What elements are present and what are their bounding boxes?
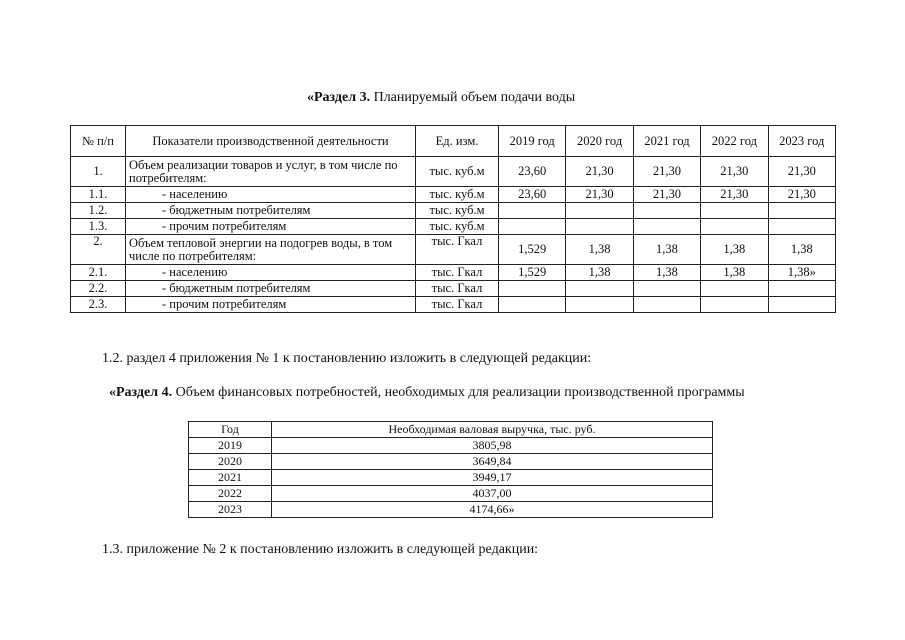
row-value: 21,30 (566, 187, 633, 203)
row-value: 23,60 (499, 157, 566, 187)
row-value (701, 219, 768, 235)
row-num: 2.2. (71, 281, 126, 297)
row-unit: тыс. Гкал (416, 235, 499, 265)
row-value (768, 219, 835, 235)
table-row (189, 454, 713, 470)
header-indicator: Показатели производственной деятельности (126, 126, 416, 157)
table-row (189, 486, 713, 502)
header-year-2022: 2022 год (701, 126, 768, 157)
row-value (633, 203, 700, 219)
row-value: 3949,17 (272, 470, 713, 486)
section3-title (307, 90, 575, 106)
row-value: 21,30 (768, 157, 835, 187)
row-unit: тыс. куб.м (416, 203, 499, 219)
row-value (499, 203, 566, 219)
section4-title (109, 385, 745, 401)
row-unit: тыс. Гкал (416, 265, 499, 281)
row-unit: тыс. Гкал (416, 297, 499, 313)
header-year-2020: 2020 год (566, 126, 633, 157)
row-value: 1,38 (701, 265, 768, 281)
row-num: 2.3. (71, 297, 126, 313)
row-value: 1,38 (633, 265, 700, 281)
row-value (701, 297, 768, 313)
row-label: - населению (126, 265, 416, 281)
row-label: - прочим потребителям (126, 297, 416, 313)
row-unit: тыс. куб.м (416, 219, 499, 235)
row-value: 1,38 (701, 235, 768, 265)
header-revenue: Необходимая валовая выручка, тыс. руб. (272, 422, 713, 438)
row-value (566, 297, 633, 313)
row-value: 21,30 (633, 187, 700, 203)
table-row (71, 297, 836, 313)
row-label: - бюджетным потребителям (126, 281, 416, 297)
row-value: 21,30 (633, 157, 700, 187)
table-header-row (189, 422, 713, 438)
row-label: - прочим потребителям (126, 219, 416, 235)
header-unit: Ед. изм. (416, 126, 499, 157)
row-value (566, 281, 633, 297)
row-num: 1.3. (71, 219, 126, 235)
row-num: 1. (71, 157, 126, 187)
section4-title-bold: «Раздел 4. (109, 385, 173, 400)
row-value: 4037,00 (272, 486, 713, 502)
row-num: 1.2. (71, 203, 126, 219)
table-header-row (71, 126, 836, 157)
row-value: 1,38 (633, 235, 700, 265)
row-value: 21,30 (701, 157, 768, 187)
row-value: 21,30 (768, 187, 835, 203)
table-row (189, 470, 713, 486)
row-value: 1,529 (499, 265, 566, 281)
revenue-table (188, 421, 713, 518)
row-value (701, 203, 768, 219)
section3-title-rest: Планируемый объем подачи воды (370, 90, 576, 105)
row-num: 2. (71, 235, 126, 265)
table-row (71, 203, 836, 219)
table-row (71, 235, 836, 265)
paragraph-1-2: 1.2. раздел 4 приложения № 1 к постановлению изложить в следующей редакции: (102, 351, 592, 366)
table-row (71, 187, 836, 203)
row-value: 1,38 (768, 235, 835, 265)
header-year-2021: 2021 год (633, 126, 700, 157)
row-value: 4174,66» (272, 502, 713, 518)
row-value (768, 281, 835, 297)
section4-title-rest: Объем финансовых потребностей, необходимых для реализации производственной программы (172, 385, 745, 400)
row-value (566, 219, 633, 235)
row-value (633, 219, 700, 235)
row-value (499, 219, 566, 235)
row-year: 2021 (189, 470, 272, 486)
header-num: № п/п (71, 126, 126, 157)
row-value: 3649,84 (272, 454, 713, 470)
row-label: - населению (126, 187, 416, 203)
water-supply-table (70, 125, 836, 313)
row-year: 2023 (189, 502, 272, 518)
table-row (71, 265, 836, 281)
row-label: Объем реализации товаров и услуг, в том числе по потребителям: (126, 157, 416, 187)
row-value: 1,38» (768, 265, 835, 281)
row-value (499, 281, 566, 297)
row-value: 21,30 (701, 187, 768, 203)
row-unit: тыс. Гкал (416, 281, 499, 297)
row-value: 21,30 (566, 157, 633, 187)
row-value: 1,38 (566, 265, 633, 281)
row-value: 1,38 (566, 235, 633, 265)
table-row (189, 502, 713, 518)
row-value: 3805,98 (272, 438, 713, 454)
header-year-2023: 2023 год (768, 126, 835, 157)
row-value (499, 297, 566, 313)
row-value (566, 203, 633, 219)
paragraph-1-3: 1.3. приложение № 2 к постановлению изложить в следующей редакции: (102, 542, 539, 557)
row-num: 2.1. (71, 265, 126, 281)
row-year: 2020 (189, 454, 272, 470)
header-year-2019: 2019 год (499, 126, 566, 157)
row-value (701, 281, 768, 297)
row-year: 2019 (189, 438, 272, 454)
row-label: Объем тепловой энергии на подогрев воды, в том числе по потребителям: (126, 235, 416, 265)
row-year: 2022 (189, 486, 272, 502)
row-value: 23,60 (499, 187, 566, 203)
row-label: - бюджетным потребителям (126, 203, 416, 219)
row-value (633, 297, 700, 313)
row-value (768, 297, 835, 313)
table-row (189, 438, 713, 454)
row-value (633, 281, 700, 297)
row-unit: тыс. куб.м (416, 157, 499, 187)
row-value (768, 203, 835, 219)
table-row (71, 157, 836, 187)
row-unit: тыс. куб.м (416, 187, 499, 203)
row-num: 1.1. (71, 187, 126, 203)
table-row (71, 219, 836, 235)
section3-title-bold: «Раздел 3. (307, 90, 371, 105)
row-value: 1,529 (499, 235, 566, 265)
table-row (71, 281, 836, 297)
header-year: Год (189, 422, 272, 438)
